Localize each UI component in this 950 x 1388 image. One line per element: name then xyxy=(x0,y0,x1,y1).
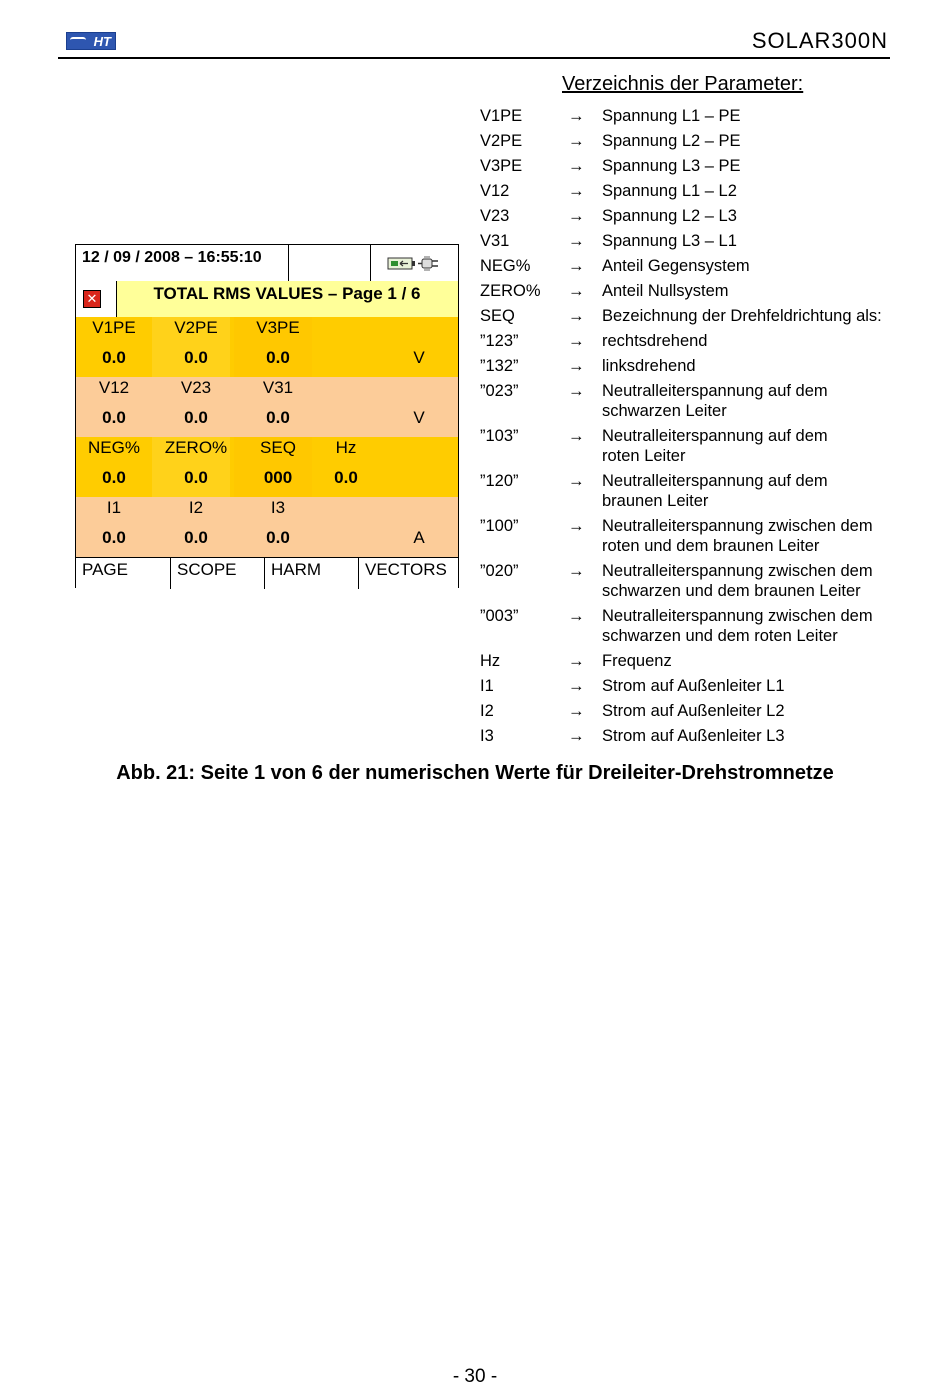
param-value: 0.0 xyxy=(266,408,290,427)
param-value: 0.0 xyxy=(184,468,208,487)
parameter-item xyxy=(480,701,910,721)
param-value: 0.0 xyxy=(102,468,126,487)
param-label: Hz xyxy=(335,438,357,457)
parameter-abbr: V2PE xyxy=(480,132,523,150)
parameter-abbr: SEQ xyxy=(480,307,515,325)
param-value: 0.0 xyxy=(266,528,290,547)
screen-title-bar xyxy=(76,281,458,318)
param-value: 0.0 xyxy=(102,408,126,427)
figure-caption: Abb. 21: Seite 1 von 6 der numerischen Werte für Dreileiter-Drehstromnetze xyxy=(116,762,834,784)
arrow-icon: → xyxy=(568,427,585,445)
unit-label: V xyxy=(413,348,425,367)
arrow-icon: → xyxy=(568,182,585,200)
arrow-icon: → xyxy=(568,382,585,400)
measurement-band xyxy=(76,317,458,377)
param-label: NEG% xyxy=(88,438,140,457)
description-line: Strom auf Außenleiter L1 xyxy=(602,677,785,695)
arrow-icon: → xyxy=(568,727,585,745)
parameter-description xyxy=(602,181,910,201)
document-title: SOLAR300N xyxy=(751,28,888,53)
parameter-item xyxy=(480,356,910,376)
parameter-abbr: I3 xyxy=(480,727,494,745)
arrow-icon: → xyxy=(568,357,585,375)
parameter-description xyxy=(602,701,910,721)
arrow-icon: → xyxy=(568,562,585,580)
param-label: V23 xyxy=(180,378,212,397)
description-line: Frequenz xyxy=(602,652,672,670)
wave-icon xyxy=(70,37,86,48)
parameter-description xyxy=(602,331,910,351)
parameter-description xyxy=(602,561,910,601)
param-label: ZERO% xyxy=(164,438,228,457)
arrow-icon: → xyxy=(568,107,585,125)
harm-button[interactable]: HARM xyxy=(265,558,359,589)
parameter-item xyxy=(480,231,910,251)
parameter-item xyxy=(480,206,910,226)
arrow-icon: → xyxy=(568,702,585,720)
logo-text: HT xyxy=(93,34,111,49)
parameter-description xyxy=(602,651,910,671)
param-label: I2 xyxy=(188,498,204,517)
parameter-description xyxy=(602,726,910,746)
param-label: V12 xyxy=(98,378,130,397)
parameter-abbr: NEG% xyxy=(480,257,531,275)
datetime: 12 / 09 / 2008 – 16:55:10 xyxy=(82,249,262,266)
measurement-band xyxy=(76,497,458,557)
arrow-icon: → xyxy=(568,652,585,670)
param-value: 0.0 xyxy=(334,468,358,487)
description-line: Strom auf Außenleiter L3 xyxy=(602,727,785,745)
parameter-description xyxy=(602,676,910,696)
parameter-item xyxy=(480,306,910,326)
param-label: V31 xyxy=(262,378,294,397)
page-button[interactable]: PAGE xyxy=(76,558,171,589)
function-key-bar xyxy=(76,557,458,589)
arrow-icon: → xyxy=(568,677,585,695)
parameter-item xyxy=(480,726,910,746)
parameter-description xyxy=(602,471,910,511)
param-value: 0.0 xyxy=(266,348,290,367)
arrow-icon: → xyxy=(568,472,585,490)
parameter-item xyxy=(480,331,910,351)
parameter-description xyxy=(602,426,910,466)
description-line: Bezeichnung der Drehfeldrichtung als: xyxy=(602,307,882,325)
parameter-abbr: V1PE xyxy=(480,107,523,125)
parameter-item xyxy=(480,676,910,696)
parameter-description xyxy=(602,606,910,646)
parameter-abbr: ”020” xyxy=(480,562,519,580)
description-line: Neutralleiterspannung zwischen dem xyxy=(602,517,873,535)
unit-label: V xyxy=(413,408,425,427)
description-line: Neutralleiterspannung zwischen dem xyxy=(602,607,873,625)
parameter-item xyxy=(480,516,910,556)
description-line: roten Leiter xyxy=(602,447,686,465)
measurement-band xyxy=(76,377,458,437)
parameter-description xyxy=(602,106,910,126)
parameter-item xyxy=(480,426,910,466)
parameter-description xyxy=(602,156,910,176)
date-bar xyxy=(76,245,458,282)
description-line: Spannung L2 – PE xyxy=(602,132,741,150)
description-line: Strom auf Außenleiter L2 xyxy=(602,702,785,720)
parameter-abbr: V31 xyxy=(480,232,510,250)
arrow-icon: → xyxy=(568,332,585,350)
parameter-item xyxy=(480,281,910,301)
parameter-description xyxy=(602,231,910,251)
param-value: 0.0 xyxy=(102,528,126,547)
parameter-item xyxy=(480,256,910,276)
description-line: Neutralleiterspannung auf dem xyxy=(602,472,828,490)
param-value: 0.0 xyxy=(184,348,208,367)
parameter-abbr: ”120” xyxy=(480,472,519,490)
battery-icon xyxy=(388,258,415,269)
param-value: 000 xyxy=(263,468,293,487)
description-line: schwarzen und dem roten Leiter xyxy=(602,627,838,645)
param-label: I3 xyxy=(270,498,286,517)
parameter-item xyxy=(480,181,910,201)
description-line: schwarzen Leiter xyxy=(602,402,727,420)
parameter-list-title: Verzeichnis der Parameter: xyxy=(562,73,804,95)
screen-title: TOTAL RMS VALUES – Page 1 / 6 xyxy=(153,284,421,303)
parameter-abbr: ”123” xyxy=(480,332,519,350)
parameter-item xyxy=(480,471,910,511)
parameter-abbr: I2 xyxy=(480,702,494,720)
scope-button[interactable]: SCOPE xyxy=(171,558,265,589)
description-line: Anteil Gegensystem xyxy=(602,257,750,275)
arrow-icon: → xyxy=(568,517,585,535)
header-rule xyxy=(58,57,890,59)
description-line: Spannung L1 – L2 xyxy=(602,182,737,200)
ht-logo xyxy=(66,32,116,50)
close-icon: ✕ xyxy=(83,290,101,308)
parameter-abbr: ”100” xyxy=(480,517,519,535)
description-line: rechtsdrehend xyxy=(602,332,708,350)
param-value: 0.0 xyxy=(184,408,208,427)
parameter-abbr: V12 xyxy=(480,182,510,200)
arrow-icon: → xyxy=(568,282,585,300)
parameter-description xyxy=(602,516,910,556)
parameter-description xyxy=(602,356,910,376)
parameter-abbr: ”132” xyxy=(480,357,519,375)
parameter-abbr: I1 xyxy=(480,677,494,695)
param-label: V3PE xyxy=(256,318,300,337)
parameter-item xyxy=(480,131,910,151)
param-value: 0.0 xyxy=(102,348,126,367)
parameter-item xyxy=(480,381,910,421)
plug-icon xyxy=(418,257,438,270)
arrow-icon: → xyxy=(568,307,585,325)
close-button[interactable] xyxy=(76,281,117,317)
param-label: V2PE xyxy=(174,318,218,337)
description-line: Neutralleiterspannung auf dem xyxy=(602,427,828,445)
arrow-icon: → xyxy=(568,132,585,150)
parameter-abbr: V3PE xyxy=(480,157,523,175)
device-screen xyxy=(75,244,459,588)
description-line: roten und dem braunen Leiter xyxy=(602,537,820,555)
parameter-description xyxy=(602,256,910,276)
parameter-abbr: V23 xyxy=(480,207,510,225)
status-icons xyxy=(386,253,446,273)
page-number: - 30 - xyxy=(452,1366,498,1387)
parameter-abbr: ”103” xyxy=(480,427,519,445)
arrow-icon: → xyxy=(568,207,585,225)
description-line: Spannung L2 – L3 xyxy=(602,207,737,225)
description-line: Neutralleiterspannung zwischen dem xyxy=(602,562,873,580)
divider xyxy=(370,245,371,281)
parameter-description xyxy=(602,381,910,421)
description-line: Spannung L3 – PE xyxy=(602,157,741,175)
parameter-description xyxy=(602,306,910,326)
param-label: I1 xyxy=(106,498,122,517)
parameter-description xyxy=(602,131,910,151)
parameter-abbr: ”023” xyxy=(480,382,519,400)
param-label: V1PE xyxy=(92,318,136,337)
divider xyxy=(288,245,289,281)
description-line: Anteil Nullsystem xyxy=(602,282,729,300)
parameter-abbr: ”003” xyxy=(480,607,519,625)
unit-label: A xyxy=(413,528,425,547)
arrow-icon: → xyxy=(568,157,585,175)
description-line: Spannung L1 – PE xyxy=(602,107,741,125)
parameter-abbr: Hz xyxy=(480,652,501,670)
parameter-description xyxy=(602,206,910,226)
parameter-item xyxy=(480,651,910,671)
arrow-icon: → xyxy=(568,232,585,250)
parameter-item xyxy=(480,106,910,126)
vectors-button[interactable]: VECTORS xyxy=(365,560,447,579)
parameter-list xyxy=(480,106,910,751)
parameter-item xyxy=(480,606,910,646)
arrow-icon: → xyxy=(568,607,585,625)
description-line: schwarzen und dem braunen Leiter xyxy=(602,582,861,600)
arrow-icon: → xyxy=(568,257,585,275)
measurement-band xyxy=(76,437,458,497)
description-line: linksdrehend xyxy=(602,357,696,375)
param-label: SEQ xyxy=(260,438,296,457)
description-line: braunen Leiter xyxy=(602,492,709,510)
description-line: Neutralleiterspannung auf dem xyxy=(602,382,828,400)
param-value: 0.0 xyxy=(184,528,208,547)
parameter-item xyxy=(480,156,910,176)
parameter-item xyxy=(480,561,910,601)
parameter-abbr: ZERO% xyxy=(480,282,541,300)
parameter-description xyxy=(602,281,910,301)
description-line: Spannung L3 – L1 xyxy=(602,232,737,250)
